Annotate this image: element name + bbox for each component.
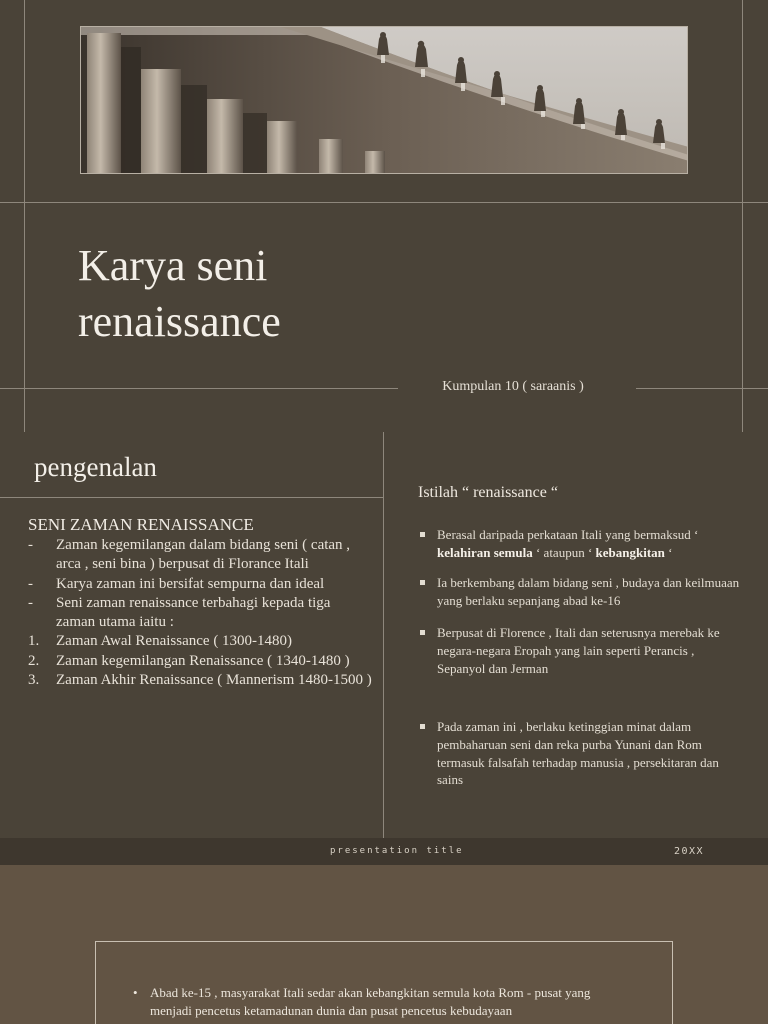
list-item xyxy=(28,671,373,690)
bullet-text: Berasal daripada perkataan Itali yang bermaksud ‘ xyxy=(437,527,699,542)
hero-image xyxy=(80,26,688,174)
bullet-item-origin xyxy=(420,526,740,562)
content-slide xyxy=(0,432,768,865)
bullet-text: Abad ke-15 , masyarakat Itali sedar akan kebangkitan semula kota Rom - pusat yang menjadi pencetus ketamadunan dunia dan pusat pencetus kebudayaan xyxy=(150,985,591,1018)
list-marker: 1. xyxy=(28,633,40,650)
bullet-text: ‘ ataupun ‘ xyxy=(532,544,596,560)
subtitle-rule-right xyxy=(636,388,768,389)
list-marker: - xyxy=(28,575,33,592)
subtitle-rule-left xyxy=(0,388,398,389)
bullet-text: Ia berkembang dalam bidang seni , budaya dan keilmuaan yang berlaku sepanjang abad ke-16 xyxy=(437,575,740,608)
list-item-text: Seni zaman renaissance terbahagi kepada tiga zaman utama iaitu : xyxy=(56,594,331,631)
slide-subtitle: Kumpulan 10 ( saraanis ) xyxy=(442,379,584,394)
square-bullet-icon xyxy=(420,724,425,729)
bullet-dot-icon: • xyxy=(133,985,138,1000)
footer-presentation-title: presentation title xyxy=(330,846,464,856)
title-line-2: renaissance xyxy=(78,297,281,346)
footer-year: 20XX xyxy=(674,846,705,857)
bold-term-kelahiran-semula: kelahiran semula xyxy=(437,544,533,560)
list-item xyxy=(28,652,373,671)
bullet-item-development xyxy=(420,574,740,610)
list-item-text: Zaman kegemilangan Renaissance ( 1340-1480 ) xyxy=(56,652,350,669)
bullet-item-centre xyxy=(420,624,740,677)
square-bullet-icon xyxy=(420,630,425,635)
bullet-text: Pada zaman ini , berlaku ketinggian minat dalam pembaharuan seni dan reka purba Yunani dan Rom termasuk falsafah terhadap manusia , persekitaran dan sains xyxy=(437,719,719,788)
column-divider xyxy=(383,432,384,838)
bold-term-kebangkitan: kebangkitan xyxy=(595,544,665,560)
list-item xyxy=(28,632,373,651)
bullet-item-interest xyxy=(420,718,740,789)
square-bullet-icon xyxy=(420,580,425,585)
list-item-text: Karya zaman ini bersifat sempurna dan ideal xyxy=(56,575,325,592)
square-bullet-icon xyxy=(420,532,425,537)
list-item xyxy=(28,536,373,575)
bullet-item-abad-15 xyxy=(133,984,633,1020)
section-heading-pengenalan: pengenalan xyxy=(34,452,157,482)
bullet-text: Berpusat di Florence , Itali dan seterusnya merebak ke negara-negara Eropah yang lain seperti Perancis , Sepanyol dan Jerman xyxy=(437,625,720,676)
list-marker: 3. xyxy=(28,672,40,689)
section-subheading: SENI ZAMAN RENAISSANCE xyxy=(28,515,254,534)
bullet-text: ‘ xyxy=(664,544,673,560)
frame-line-left xyxy=(24,0,25,432)
slide-title xyxy=(78,238,281,350)
list-item-text: Zaman Awal Renaissance ( 1300-1480) xyxy=(56,633,293,650)
slide-3 xyxy=(0,865,768,1024)
list-item xyxy=(28,575,373,594)
list-item-text: Zaman kegemilangan dalam bidang seni ( catan , arca , seni bina ) berpusat di Florance Itali xyxy=(56,537,351,573)
title-slide xyxy=(0,0,768,432)
list-marker: - xyxy=(28,537,33,553)
list-marker: - xyxy=(28,594,33,611)
list-item xyxy=(28,594,373,633)
list-marker: 2. xyxy=(28,652,40,669)
frame-line-top xyxy=(0,202,768,203)
title-line-1: Karya seni xyxy=(78,241,268,290)
frame-line-right xyxy=(742,0,743,432)
section-heading-istilah: Istilah “ renaissance “ xyxy=(418,484,558,501)
list-item-text: Zaman Akhir Renaissance ( Mannerism 1480-1500 ) xyxy=(56,672,372,689)
intro-list xyxy=(28,536,373,690)
heading-rule xyxy=(0,497,384,498)
